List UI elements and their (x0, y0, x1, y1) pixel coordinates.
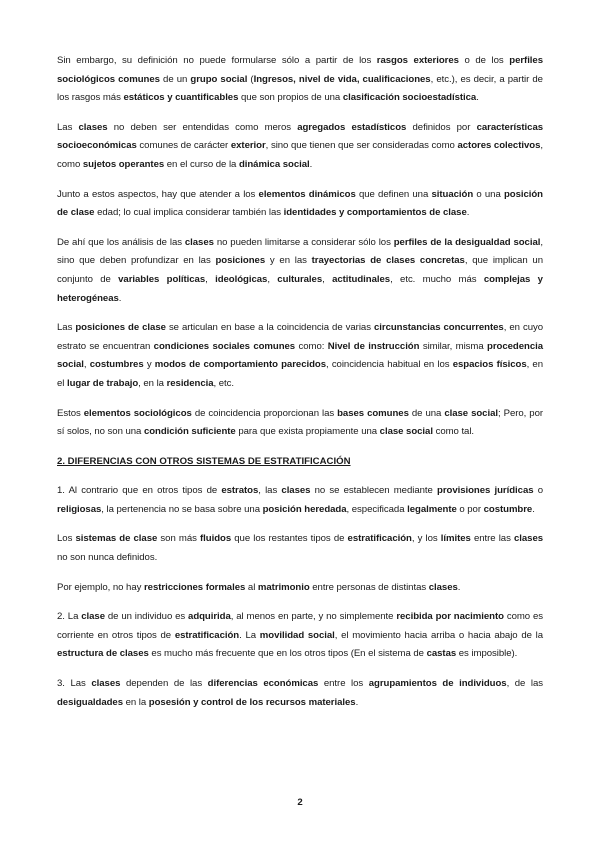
text-run: . (532, 503, 535, 515)
page-number: 2 (297, 797, 303, 808)
bold-term: fluidos (200, 533, 232, 545)
bold-term: castas (426, 648, 457, 660)
text-run: 1. Al contrario que en otros tipos de (57, 485, 222, 497)
bold-term: circunstancias concurrentes (373, 322, 504, 334)
text-run: o por (456, 503, 484, 515)
bold-term: clases (184, 236, 214, 248)
text-run: Junto a estos aspectos, hay que atender a los (57, 188, 259, 200)
bold-term: elementos sociológicos (83, 407, 192, 419)
text-run: que son propios de una (238, 92, 343, 104)
text-run: , coincidencia habitual en los (326, 359, 453, 371)
text-run: , sino que deben profundizar en las (57, 236, 543, 267)
bold-term: actitudinales (332, 273, 391, 285)
bold-term: elementos dinámicos (258, 188, 356, 200)
bold-term: límites (440, 533, 471, 545)
text-run: de un individuo es (105, 611, 189, 623)
text-run: , que implican un conjunto de (57, 255, 543, 285)
bold-term: perfiles sociológicos comunes (57, 55, 543, 85)
bold-term: clase social (444, 407, 498, 419)
text-run: , la pertenencia no se basa sobre una (101, 503, 263, 515)
bold-term: restricciones formales (144, 581, 246, 593)
text-run: entre las (470, 533, 514, 545)
text-run: de coincidencia proporcionan las (191, 407, 338, 419)
text-run: o de los (458, 55, 510, 66)
bold-term: trayectorias de clases concretas (311, 255, 465, 267)
paragraph (57, 52, 543, 108)
text-run: que definen una (355, 188, 432, 200)
text-run: , (205, 273, 216, 285)
bold-term: clase (81, 611, 106, 623)
bold-term: estratos (221, 485, 259, 497)
bold-term: culturales (277, 273, 323, 285)
text-run: similar, misma (419, 340, 488, 352)
bold-term: lugar de trabajo (66, 377, 139, 389)
text-run: , las (258, 485, 282, 497)
text-run: ( (247, 73, 254, 85)
bold-term: clases (428, 581, 458, 593)
text-run: De ahí que los análisis de las (57, 236, 185, 248)
bold-term: variables políticas (118, 273, 206, 285)
text-run: es imposible). (456, 648, 518, 660)
text-run: en la (123, 696, 149, 708)
paragraph (57, 675, 543, 712)
text-run: no pueden limitarse a considerar sólo los (213, 236, 394, 248)
body-text-intro (57, 52, 543, 442)
text-run: , como (57, 140, 543, 170)
text-run: , (322, 273, 333, 285)
text-run: . La (239, 629, 260, 641)
bold-term: religiosas (57, 503, 102, 515)
bold-term: complejas y heterogéneas (57, 273, 543, 304)
text-run: . (457, 581, 461, 593)
text-run: como tal. (432, 426, 475, 438)
bold-term: ideológicas (215, 273, 268, 285)
bold-term: condición suficiente (143, 426, 236, 438)
bold-term: provisiones jurídicas (437, 485, 534, 497)
text-run: Por ejemplo, no hay (57, 581, 144, 593)
text-run: 3. Las (57, 678, 92, 690)
text-run: , de las (506, 678, 543, 690)
text-run: edad; lo cual implica considerar también las (94, 207, 284, 219)
text-run: , sino que tienen que ser consideradas como (265, 140, 458, 152)
paragraph (57, 608, 543, 664)
bold-term: sujetos operantes (82, 158, 165, 170)
text-run: . (355, 696, 359, 708)
text-run: Las (57, 322, 76, 334)
text-run: , etc. (213, 377, 235, 389)
text-run: comunes de carácter (136, 140, 231, 152)
bold-term: identidades y comportamientos de clase (283, 207, 467, 219)
paragraph (57, 119, 543, 175)
bold-term: costumbres (89, 359, 144, 371)
text-run: entre los (318, 678, 369, 690)
bold-term: Ingresos, nivel de vida, cualificaciones (253, 73, 431, 85)
body-text-section-2 (57, 482, 543, 712)
text-run: es mucho más frecuente que en los otros tipos (En el sistema de (148, 648, 427, 660)
text-run: y en las (265, 255, 312, 267)
paragraph (57, 405, 543, 442)
text-run: en el curso de la (164, 158, 239, 170)
text-run: que los restantes tipos de (231, 533, 348, 545)
bold-term: perfiles de la desigualdad social (393, 236, 541, 248)
bold-term: condiciones sociales comunes (153, 340, 296, 352)
text-run: . (476, 92, 479, 104)
bold-term: Nivel de instrucción (327, 340, 420, 352)
bold-term: clasificación socioestadística (342, 92, 477, 104)
bold-term: posiciones de clase (75, 322, 166, 334)
text-run: . (309, 158, 313, 170)
bold-term: bases comunes (337, 407, 409, 419)
text-run: , (83, 359, 90, 371)
bold-term: agregados estadísticos (297, 121, 407, 133)
bold-term: modos de comportamiento parecidos (154, 359, 326, 371)
bold-term: clase social (379, 426, 433, 438)
bold-term: clases (281, 485, 311, 497)
text-run: Las (57, 121, 79, 133)
bold-term: grupo social (190, 73, 248, 85)
text-run: , en la (138, 377, 167, 389)
bold-term: clases (91, 678, 121, 690)
paragraph (57, 530, 543, 567)
bold-term: clases (78, 121, 108, 133)
text-run: de un (159, 73, 191, 85)
bold-term: procedencia social (57, 340, 543, 371)
bold-term: espacios físicos (452, 359, 527, 371)
paragraph (57, 319, 543, 393)
paragraph (57, 579, 543, 598)
bold-term: características socioeconómicas (57, 121, 544, 152)
section-heading: 2. DIFERENCIAS CON OTROS SISTEMAS DE ESTRATIFICACIÓN (57, 455, 351, 467)
text-run: como: (295, 340, 328, 352)
text-run: . (118, 292, 122, 304)
bold-term: posesión y control de los recursos materiales (148, 696, 356, 708)
bold-term: posiciones (215, 255, 266, 267)
text-run: ; Pero, por sí solos, no son una (57, 407, 544, 438)
text-run: 2. La (57, 611, 82, 623)
text-run: , en cuyo estrato se encuentran (57, 322, 544, 352)
text-run: se articulan en base a la coincidencia de varias (165, 322, 374, 334)
text-run: Estos (57, 407, 84, 419)
bold-term: posición de clase (57, 188, 543, 219)
bold-term: sistemas de clase (75, 533, 158, 545)
text-run: , el movimiento hacia arriba o hacia abajo de la (334, 629, 543, 641)
text-run: dependen de las (120, 678, 208, 690)
bold-term: adquirida (188, 611, 231, 623)
bold-term: estratificación (174, 629, 240, 641)
text-run: no se establecen mediante (310, 485, 438, 497)
bold-term: estructura de clases (57, 648, 149, 660)
bold-term: legalmente (407, 503, 457, 515)
bold-term: movilidad social (259, 629, 335, 641)
text-run: , especificada (346, 503, 408, 515)
bold-term: clases (513, 533, 544, 545)
text-run: . (466, 207, 470, 219)
text-run: Sin embargo, su definición no puede formularse sólo a partir de los (57, 55, 377, 66)
text-run: Los (57, 533, 76, 545)
text-run: como es corriente en otros tipos de (57, 611, 543, 641)
paragraph (57, 234, 543, 308)
text-run: , y los (411, 533, 441, 545)
bold-term: matrimonio (257, 581, 310, 593)
bold-term: recibida por nacimiento (396, 611, 504, 623)
bold-term: costumbre (483, 503, 533, 515)
text-run: no deben ser entendidas como meros (107, 121, 298, 133)
text-run: , etc. mucho más (390, 273, 484, 285)
bold-term: residencia (166, 377, 214, 389)
text-run: son más (157, 533, 201, 545)
text-run: , (267, 273, 278, 285)
bold-term: actores colectivos (457, 140, 541, 152)
bold-term: situación (431, 188, 474, 200)
bold-term: agrupamientos de individuos (368, 678, 507, 690)
paragraph (57, 482, 543, 519)
text-run: de una (408, 407, 445, 419)
text-run: , al menos en parte, y no simplemente (230, 611, 397, 623)
bold-term: rasgos exteriores (376, 55, 459, 66)
text-run: para que exista propiamente una (235, 426, 380, 438)
bold-term: estáticos y cuantificables (123, 92, 239, 104)
text-run: y (143, 359, 155, 371)
text-run: no son nunca definidos. (57, 552, 158, 564)
text-run: o una (473, 188, 504, 200)
bold-term: diferencias económicas (207, 678, 319, 690)
text-run: entre personas de distintas (309, 581, 429, 593)
text-run: definidos por (406, 121, 477, 133)
text-run: o (533, 485, 544, 497)
text-run: , etc.), es decir, a partir de los rasgos más (57, 73, 543, 104)
bold-term: estratificación (347, 533, 412, 545)
bold-term: dinámica social (238, 158, 310, 170)
bold-term: exterior (230, 140, 266, 152)
bold-term: posición heredada (262, 503, 347, 515)
text-run: al (245, 581, 258, 593)
paragraph (57, 186, 543, 223)
text-run: , en el (57, 359, 543, 389)
bold-term: desigualdades (57, 696, 123, 708)
